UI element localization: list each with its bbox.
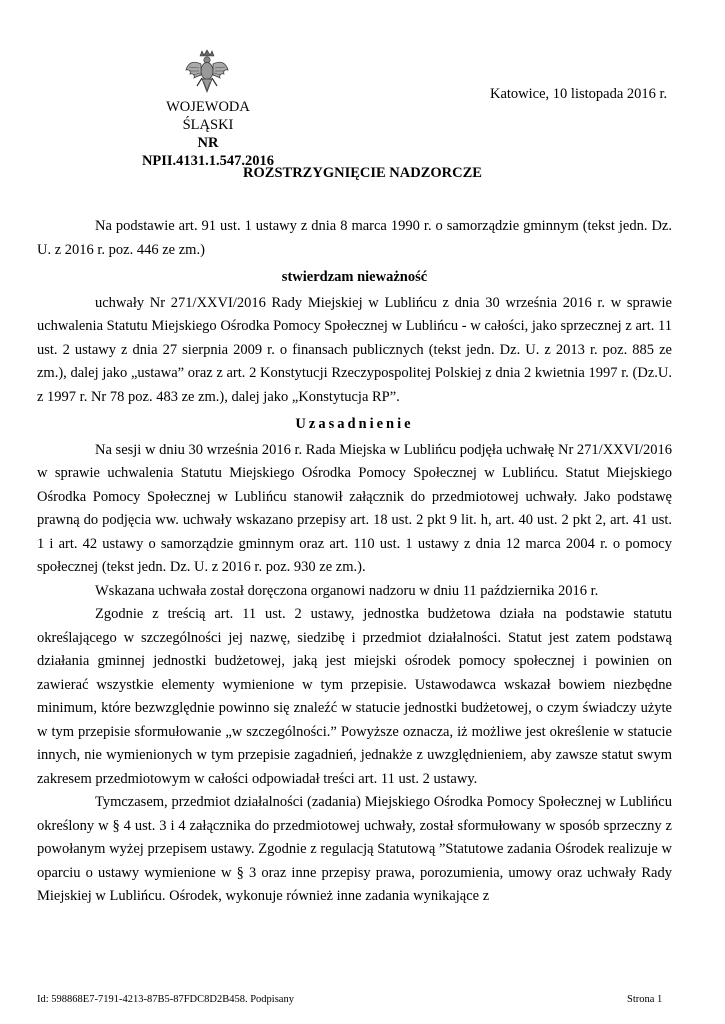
decision-paragraph: uchwały Nr 271/XXVI/2016 Rady Miejskiej w Lublińcu z dnia 30 września 2016 r. w sprawie uchwalenia Statutu Miejskiego Ośrodka Pomocy Społecznej w Lublińcu - w całości, jako sprzecznej z art. 11 ust. 2 ustawy z dnia 27 sierpnia 2009 r. o finansach publicznych (tekst jedn. Dz. U. z 2013 r. poz. 885 ze zm.), dalej jako „ustawa” oraz z art. 2 Konstytucji Rzeczypospolitej Polskiej z dnia 2 kwietnia 1997 r. (Dz.U. z 1997 r. Nr 78 poz. 483 ze zm.), dalej jako „Konstytucja RP”. — [37, 294, 672, 405]
page-number: Strona 1 — [627, 994, 663, 1005]
authority-name: WOJEWODA ŚLĄSKI — [166, 99, 250, 133]
justification-paragraph: Zgodnie z treścią art. 11 ust. 2 ustawy, jednostka budżetowa działa na podstawie statutu określającego w szczególności jej nazwę, siedzibę i przedmiot działalności. Statut jest zatem podstawą działania gminnej jednostki budżetowej, jaką jest miejski ośrodek pomocy społecznej i powinien on zawierać wszystkie elementy wymienione w tym przepisie. Ustawodawca wskazał bowiem niezbędne minimum, które bezwzględnie powinno się znaleźć w statucie jednostki budżetowej, o czym świadczy użyte w tym przepisie sformułowanie „w szczególności.” Powyższe oznacza, iż możliwe jest określenie w statucie innych, nie wymienionych w tym przepisie zagadnień, jednakże z uwzględnieniem, aby zawsze statut swym zakresem przedmiotowym w całości odpowiadał treści art. 11 ust. 2 ustawy. — [37, 606, 672, 787]
justification-paragraph: Wskazana uchwała został doręczona organowi nadzoru w dniu 11 października 2016 r. — [95, 582, 599, 599]
eagle-emblem-icon — [183, 48, 231, 98]
decision-heading: stwierdzam nieważność — [281, 269, 428, 285]
justification-heading: Uzasadnienie — [295, 416, 414, 432]
document-id-footer: Id: 598868E7-7191-4213-87B5-87FDC8D2B458. Podpisany — [37, 994, 294, 1005]
authority-block — [140, 98, 276, 170]
justification-paragraph: Na sesji w dniu 30 września 2016 r. Rada Miejska w Lublińcu podjęła uchwałę Nr 271/XXVI/2016 w sprawie uchwalenia Statutu Miejskiego Ośrodka Pomocy Społecznej w Lublińcu. Statut Miejskiego Ośrodka Pomocy Społecznej w Lublińcu stanowił załącznik do przedmiotowej uchwały. Jako podstawę prawną do podjęcia ww. uchwały wskazano przepisy art. 18 ust. 2 pkt 9 lit. h, art. 40 ust. 2 pkt 2, art. 41 ust. 1 i art. 42 ustawy o samorządzie gminnym oraz art. 110 ust. 1 ustawy z dnia 12 marca 2004 r. o pomocy społecznej (tekst jedn. Dz. U. z 2016 r. poz. 930 ze zm.). — [37, 441, 672, 575]
case-number: NR NPII.4131.1.547.2016 — [141, 135, 275, 169]
intro-paragraph: Na podstawie art. 91 ust. 1 ustawy z dnia 8 marca 1990 r. o samorządzie gminnym (tekst jedn. Dz. U. z 2016 r. poz. 446 ze zm.) — [37, 218, 672, 258]
document-title: ROZSTRZYGNIĘCIE NADZORCZE — [243, 165, 482, 181]
document-body — [37, 215, 672, 909]
justification-paragraph: Tymczasem, przedmiot działalności (zadania) Miejskiego Ośrodka Pomocy Społecznej w Lublińcu określony w § 4 ust. 3 i 4 załącznika do przedmiotowej uchwały, został sformułowany w sposób sprzeczny z powołanym wyżej przepisem ustawy. Zgodnie z regulacją Statutową ”Statutowe zadania Ośrodek realizuje w oparciu o ustawy wymienione w § 3 oraz inne przepisy prawa, porozumienia, umowy oraz uchwały Rady Miejskiej w Lublińcu. Ośrodek, wykonuje również inne zadania wynikające z — [37, 794, 672, 904]
place-date: Katowice, 10 listopada 2016 r. — [490, 86, 668, 102]
